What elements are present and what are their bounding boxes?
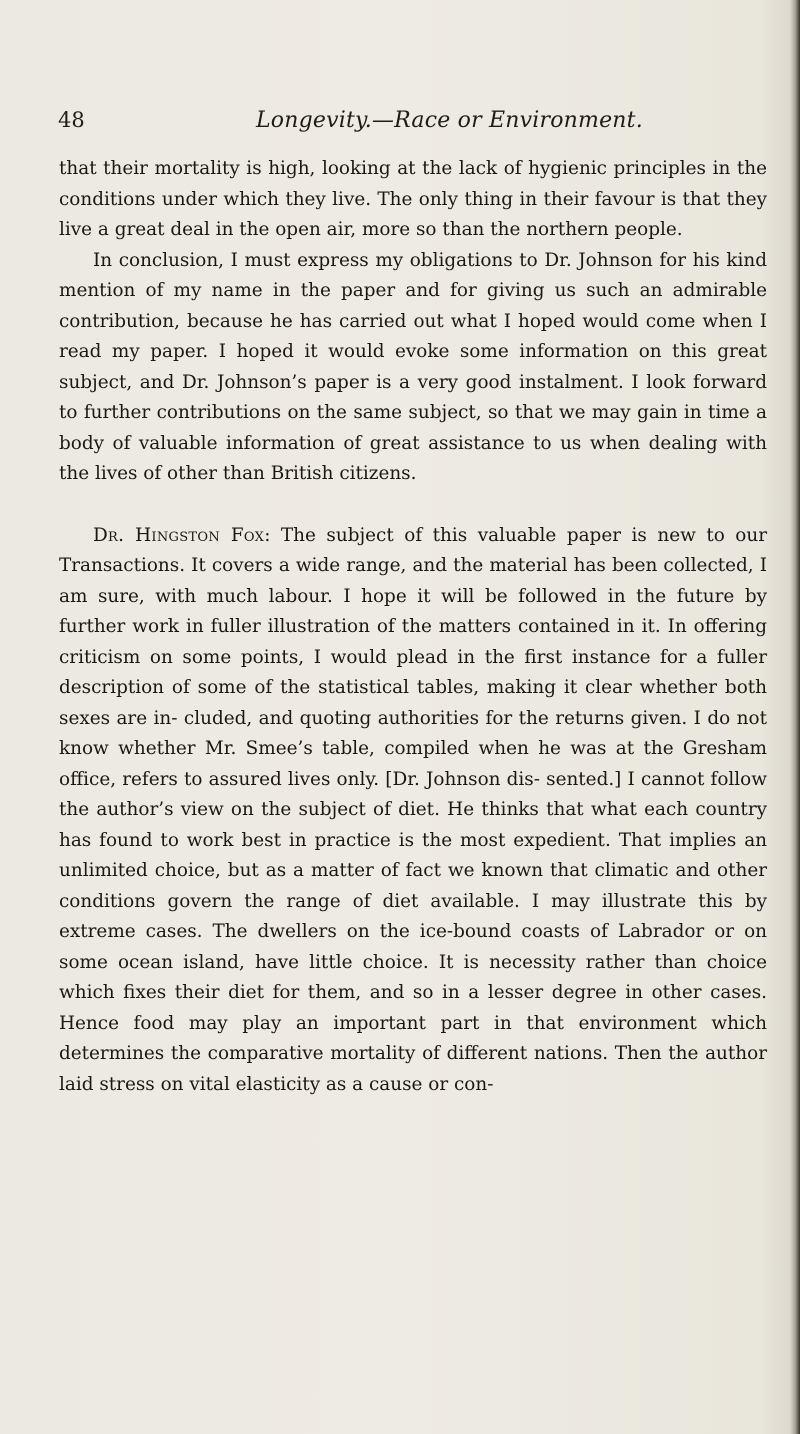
paragraph-hingston-fox-text: : The subject of this valuable paper is new to our Transactions. It covers a wide range, and the material has been collected, I am sure, with much labour. I hope it will be followed in the future by further work in fuller illustration of the matters contained in it. In offering criticism on some points, I would plead in the first instance for a fuller description of some of the statistical tables, making it clear whether both sexes are in- cluded, and quoting authorities for the returns given. I do not know whether Mr. Smee’s table, compiled when he was at the Gresham office, refers to assured lives only. [Dr. Johnson dis- sented.] I cannot follow the author’s view on the subject of diet. He thinks that what each country has found to work best in practice is the most expedient. That implies an unlimited choice, but as a matter of fact we known that climatic and other conditions govern the range of diet available. I may illustrate this by extreme cases. The dwellers on the ice-bound coasts of Labrador or on some ocean island, have little choice. It is necessity rather than choice which fixes their diet for them, and so in a lesser degree in other cases. Hence food may play an important part in that environment which determines the comparative mortality of different nations. Then the author laid stress on vital elasticity as a cause or con-	[59, 524, 768, 1095]
page-number: 48	[58, 108, 85, 132]
running-title: Longevity.—Race or Environment.	[256, 108, 643, 133]
paragraph-continued: that their mortality is high, looking at the lack of hygienic principles in the conditions under which they live. The only thing in their favour is that they live a great deal in the open air, more so than the northern people.	[59, 158, 767, 240]
body-text	[59, 154, 767, 1100]
page-binding-edge	[790, 0, 800, 1434]
paragraph-conclusion: In conclusion, I must express my obligations to Dr. Johnson for his kind mention of my name in the paper and for giving us such an admirable contribution, because he has carried out what I hoped would come when I read my paper. I hoped it would evoke some information on this great subject, and Dr. Johnson’s paper is a very good instalment. I look forward to further contributions on the same subject, so that we may gain in time a body of valuable information of great assistance to us when dealing with the lives of other than British citizens.	[59, 249, 767, 484]
paragraph-hingston-fox	[59, 521, 767, 1101]
page-header	[58, 108, 778, 144]
speaker-name: Dr. Hingston Fox	[93, 524, 265, 546]
